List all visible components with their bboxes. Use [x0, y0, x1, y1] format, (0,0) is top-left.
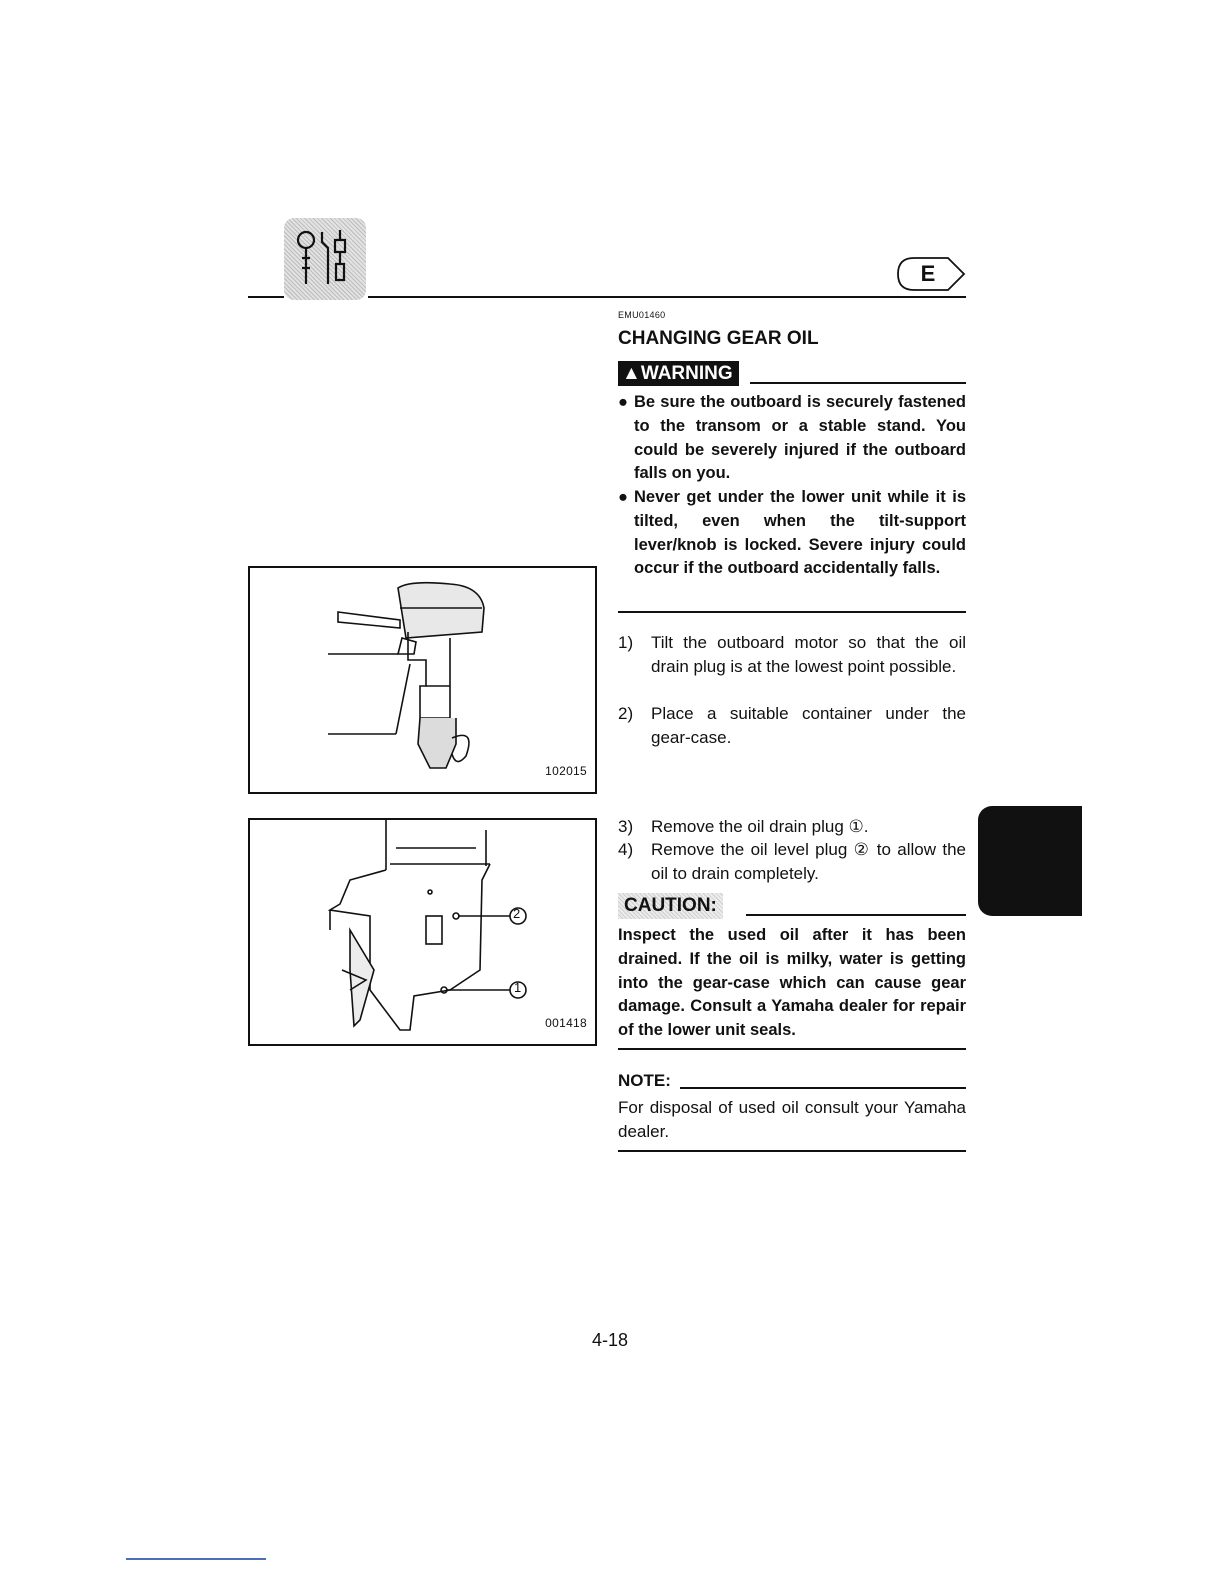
caution-end-rule	[618, 1048, 966, 1050]
section-code: EMU01460	[618, 310, 666, 320]
warning-label-text: WARNING	[640, 363, 733, 384]
maintenance-tools-icon	[284, 218, 366, 300]
note-end-rule	[618, 1150, 966, 1152]
callout-2: 2	[513, 906, 521, 921]
caution-text: Inspect the used oil after it has been drained. If the oil is milky, water is getting into the gear-case which can cause gear damage. Consult a Yamaha dealer for repair of the lower unit seals.	[618, 926, 966, 1040]
step-item	[618, 815, 966, 839]
bullet-icon: ●	[618, 488, 628, 506]
caution-rule	[746, 914, 966, 916]
header-rule-right	[368, 296, 966, 298]
warning-item-text: Never get under the lower unit while it is tilted, even when the tilt-support lever/knob is locked. Severe injury could occur if the outboard accidentally falls.	[634, 488, 966, 578]
step-text: Tilt the outboard motor so that the oil drain plug is at the lowest point possible.	[651, 633, 966, 676]
figure-outboard-tilted	[248, 566, 597, 794]
language-badge	[896, 256, 966, 292]
language-badge-letter: E	[920, 261, 936, 286]
warning-triangle-icon: ▲	[622, 363, 641, 384]
step-number: 4)	[618, 840, 634, 859]
note-text: For disposal of used oil consult your Yamaha dealer.	[618, 1098, 966, 1141]
warning-end-rule	[618, 611, 966, 613]
section-title: CHANGING GEAR OIL	[618, 328, 819, 349]
lower-unit-plugs-illustration	[250, 820, 595, 1044]
step-item	[618, 702, 966, 750]
header-rule-left	[248, 296, 284, 298]
callout-1: 1	[514, 980, 522, 995]
step-number: 1)	[618, 633, 634, 652]
bottom-link-underline	[126, 1558, 266, 1560]
chapter-side-tab	[978, 806, 1082, 916]
figure-code: 001418	[545, 1016, 587, 1030]
note-rule	[680, 1087, 966, 1089]
step-text: Place a suitable container under the gear-case.	[651, 704, 966, 747]
figure-code: 102015	[545, 764, 587, 778]
figure-lower-unit	[248, 818, 597, 1046]
caution-label: CAUTION:	[618, 893, 723, 919]
page-number: 4-18	[591, 1330, 629, 1350]
step-number: 3)	[618, 817, 634, 836]
warning-item	[618, 486, 966, 606]
step-number: 2)	[618, 704, 634, 723]
note-label: NOTE:	[618, 1071, 671, 1090]
step-text: Remove the oil drain plug ①.	[651, 817, 869, 836]
outboard-motor-tilted-illustration	[250, 568, 595, 792]
warning-label	[618, 361, 739, 386]
bullet-icon: ●	[618, 393, 628, 411]
warning-item	[618, 391, 966, 487]
step-item	[618, 838, 966, 886]
warning-rule	[750, 382, 966, 384]
step-text: Remove the oil level plug ② to allow the oil to drain completely.	[651, 840, 966, 883]
step-item	[618, 631, 966, 703]
warning-item-text: Be sure the outboard is securely fastened to the transom or a stable stand. You could be severely injured if the outboard falls on you.	[634, 393, 966, 483]
